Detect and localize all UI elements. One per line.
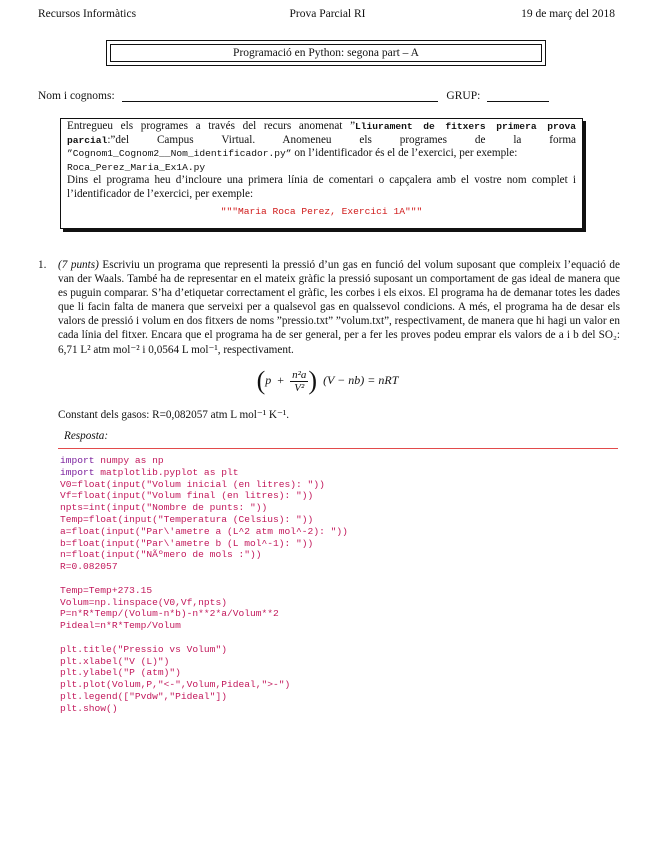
code-line [60,632,348,644]
code-line: plt.xlabel("V (L)") [60,655,170,667]
instructions-box [60,118,583,229]
header-date: 19 de març del 2018 [521,8,615,20]
question-body: Escriviu un programa que representi la pressió d’un gas en funció del volum suposant que compleix l’equació de van der Waals. També ha de representar en el mateix gràfic la pressió suposant un comportament de gas ideal de manera que es puguin comparar. S’ha d’etiquetar correctament el gràfic, les corbes i els eixos. El programa ha de demanar totes les dades que li facin falta de manera que serveixi per a qualsevol gas en qualssevol condicions. A més, el programa ha de desar els valors de pressió i volum en dos fitxers de noms ”pressio.txt” ”volum.txt”, respectivament, de manera que hi hagi un valor en cada línia del fitxer. Encara que el programa ha de ser general, per a fer les proves podeu emprar els valors de a i b del SO₂: 6,71 L² atm mol⁻² i 0,0564 L mol⁻¹, respectivament. [58,259,620,356]
instructions-filename-example: Roca_Perez_Maria_Ex1A.py [67,161,206,173]
formula-p: p [265,372,272,387]
code-line: plt.title("Pressio vs Volum") [60,643,227,655]
code-line: P=n*R*Temp/(Volum-n*b)-n**2*a/Volum**2 [60,608,279,620]
instructions-header-example: """Maria Roca Perez, Exercici 1A""" [220,205,423,217]
header-course: Recursos Informàtics [38,8,137,20]
code-line: npts=int(input("Nombre de punts: ")) [60,502,268,514]
instructions-filename-pattern: ”Cognom1_Cognom2__Nom_identificador.py” [67,148,292,160]
code-line: V0=float(input("Volum inicial (en litres): ")) [60,478,325,490]
code-line: plt.plot(Volum,P,"<-",Volum,Pideal,">-") [60,679,291,691]
code-line: Temp=float(input("Temperatura (Celsius): ")) [60,513,314,525]
code-line: R=0.082057 [60,561,118,573]
instructions-p1 [67,120,576,174]
question-points: (7 punts) [58,259,99,271]
gas-constant: Constant dels gasos: R=0,082057 atm L mol⁻¹ K⁻¹. [58,409,290,421]
group-label: GRUP: [446,90,481,102]
code-line: plt.ylabel("P (atm)") [60,667,181,679]
instructions-text: :”del Campus Virtual. Anomeneu els programes de la forma [107,133,576,146]
code-line: b=float(input("Par\'ametre b (L mol^-1): ")) [60,537,314,549]
code-line: Vf=float(input("Volum final (en litres): ")) [60,490,314,502]
question-number: 1. [38,259,47,271]
formula-plus: + [277,372,285,387]
group-field[interactable] [487,90,549,102]
formula-denominator: V² [294,381,305,394]
code-line: plt.legend(["Pvdw","Pideal"]) [60,690,227,702]
answer-label: Resposta: [64,430,109,442]
formula-fraction [290,369,308,394]
code-line: a=float(input("Par\'ametre a (L^2 atm mol^-2): ")) [60,525,348,537]
code-line: Pideal=n*R*Temp/Volum [60,620,181,632]
code-line: import matplotlib.pyplot as plt [60,466,239,478]
code-line: n=float(input("NÃºmero de mols :")) [60,549,262,561]
code-block [60,455,348,715]
code-line [60,573,348,585]
code-line: Temp=Temp+273.15 [60,584,153,596]
name-row [38,90,549,102]
answer-divider [58,448,618,449]
formula-numerator: n²a [292,368,307,381]
question-text [58,258,620,357]
formula-rest: (V − nb) = nRT [323,372,399,387]
van-der-waals-equation: (p + $\frac{\text{n²a}}{\text{V²}}$ ) (V − nb) = nRT [256,366,399,395]
code-line: Volum=np.linspace(V0,Vf,npts) [60,596,227,608]
instructions-text: Entregueu els programes a través del recurs anomenat ” [67,120,356,132]
code-line: import numpy as np [60,455,164,466]
name-field[interactable] [122,90,438,102]
page-title: Programació en Python: segona part – A [110,44,542,62]
header-exam: Prova Parcial RI [289,8,366,20]
question-1 [38,258,620,357]
instructions-text: on l’identificador és el de l’exercici, per exemple: [291,147,518,160]
instructions-resource: Lliurament de fitxers primera prova parcial [67,121,576,146]
title-box [106,40,546,66]
code-line: plt.show() [60,702,118,714]
instructions-p2: Dins el programa heu d’incloure una primera línia de comentari o capçalera amb el vostre nom complet i l’identificador de l’exercici, per exemple: [67,174,576,200]
name-label: Nom i cognoms: [38,90,115,102]
